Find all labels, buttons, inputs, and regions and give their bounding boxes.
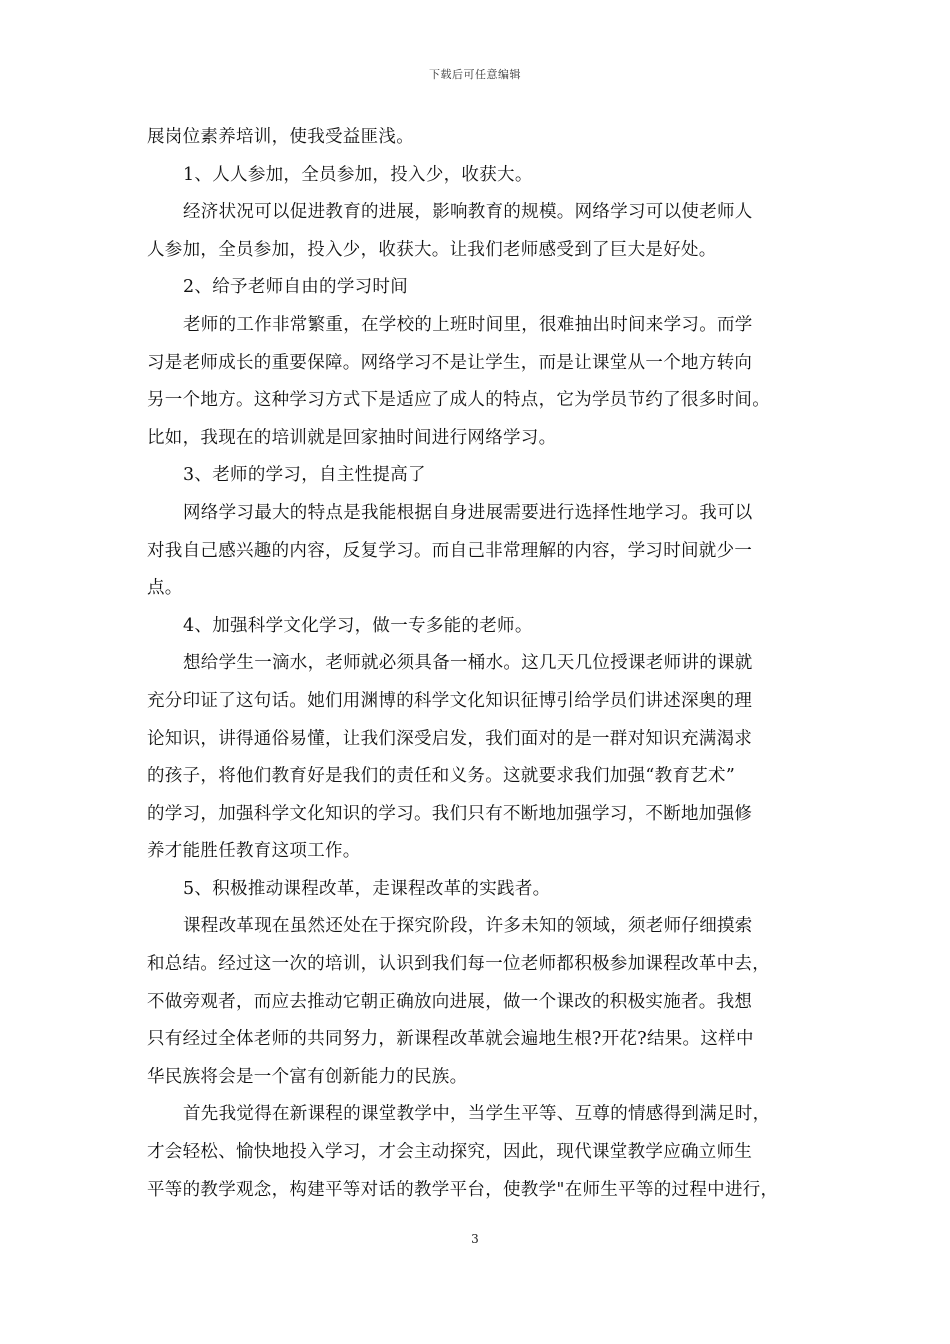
paragraph-line: 习是老师成长的重要保障。网络学习不是让学生，而是让课堂从一个地方转向 (147, 352, 753, 373)
paragraph-line: 论知识，讲得通俗易懂，让我们深受启发，我们面对的是一群对知识充满渴求 (147, 728, 753, 749)
paragraph-line: 华民族将会是一个富有创新能力的民族。 (147, 1066, 468, 1087)
paragraph-line: 课程改革现在虽然还处在于探究阶段，许多未知的领域，须老师仔细摸索 (183, 916, 753, 937)
paragraph-line: 对我自己感兴趣的内容，反复学习。而自己非常理解的内容，学习时间就少一 (147, 540, 753, 561)
page-header: 下载后可任意编辑 (429, 68, 521, 81)
paragraph-line: 的孩子，将他们教育好是我们的责任和义务。这就要求我们加强“教育艺术” (147, 766, 736, 787)
paragraph-line: 不做旁观者，而应去推动它朝正确放向进展，做一个课改的积极实施者。我想 (147, 991, 753, 1012)
section-heading: 1、人人参加，全员参加，投入少，收获大。 (183, 164, 533, 185)
section-heading: 4、加强科学文化学习，做一专多能的老师。 (183, 615, 533, 636)
paragraph-line: 只有经过全体老师的共同努力，新课程改革就会遍地生根?开花?结果。这样中 (147, 1029, 754, 1050)
paragraph-line: 想给学生一滴水，老师就必须具备一桶水。这几天几位授课老师讲的课就 (183, 653, 753, 674)
paragraph-line: 充分印证了这句话。她们用渊博的科学文化知识征博引给学员们讲述深奥的理 (147, 690, 753, 711)
section-heading: 3、老师的学习，自主性提高了 (183, 465, 426, 486)
paragraph-line: 网络学习最大的特点是我能根据自身进展需要进行选择性地学习。我可以 (183, 502, 753, 523)
paragraph-line: 人参加，全员参加，投入少，收获大。让我们老师感受到了巨大是好处。 (147, 239, 717, 260)
paragraph-line: 比如，我现在的培训就是回家抽时间进行网络学习。 (147, 427, 557, 448)
paragraph-line: 另一个地方。这种学习方式下是适应了成人的特点，它为学员节约了很多时间。 (147, 390, 770, 411)
paragraph-line: 养才能胜任教育这项工作。 (147, 841, 361, 862)
paragraph-line: 经济状况可以促进教育的进展，影响教育的规模。网络学习可以使老师人 (183, 202, 753, 223)
paragraph-line: 点。 (147, 578, 183, 599)
paragraph-line: 首先我觉得在新课程的课堂教学中，当学生平等、互尊的情感得到满足时， (183, 1104, 771, 1125)
section-heading: 5、积极推动课程改革，走课程改革的实践者。 (183, 878, 551, 899)
text-line: 展岗位素养培训，使我受益匪浅。 (147, 127, 414, 147)
document-body (147, 124, 815, 1214)
paragraph-line: 才会轻松、愉快地投入学习，才会主动探究，因此，现代课堂教学应确立师生 (147, 1142, 753, 1163)
paragraph-line: 老师的工作非常繁重，在学校的上班时间里，很难抽出时间来学习。而学 (183, 314, 753, 335)
paragraph-line: 的学习，加强科学文化知识的学习。我们只有不断地加强学习，不断地加强修 (147, 803, 753, 824)
paragraph-line: 和总结。经过这一次的培训，认识到我们每一位老师都积极参加课程改革中去， (147, 954, 770, 975)
section-heading: 2、给予老师自由的学习时间 (183, 277, 409, 298)
page-number: 3 (471, 1232, 479, 1246)
paragraph-line: 平等的教学观念，构建平等对话的教学平台，使教学"在师生平等的过程中进行， (147, 1179, 779, 1200)
